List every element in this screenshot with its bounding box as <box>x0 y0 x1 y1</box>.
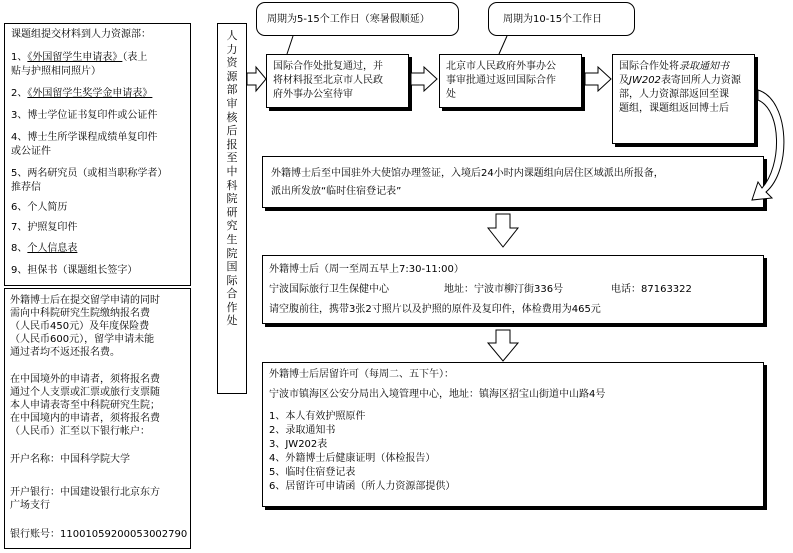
step-return-a: 国际合作处将 <box>619 61 679 72</box>
fees-line: 外籍博士后在提交留学申请的同时 <box>10 295 160 306</box>
note-1-tail <box>287 36 293 54</box>
visa-line-1: 外籍博士后至中国驻外大使馆办理签证，入境后24小时内课题组向居住区域派出所报备， <box>271 168 664 179</box>
materials-item-4: 4、博士生所学课程成绩单复印件 <box>11 132 158 143</box>
residence-item: 4、外籍博士后健康证明（体检报告） <box>269 453 436 464</box>
step-return-line: 题组，课题组返回博士后 <box>619 103 729 114</box>
fees-line: 在中国境内的申请者，须将报名费 <box>10 413 160 424</box>
residence-item: 3、JW202表 <box>269 439 328 450</box>
step-beijing-line: 北京市人民政府外事办公 <box>446 61 556 72</box>
note-cycle-2-text: 周期为10-15个工作日 <box>503 14 603 25</box>
materials-item-3: 3、博士学位证书复印件或公证件 <box>11 110 158 121</box>
admission-letter-label: 录取通知书 <box>679 61 729 72</box>
residence-office: 宁波市镇海区公安分局出入境管理中心，地址：镇海区招宝山街道中山路4号 <box>269 389 606 400</box>
fees-line: 在中国境外的申请者，须将报名费 <box>10 374 160 385</box>
step-approval-line: 国际合作处批复通过，并 <box>273 61 383 72</box>
jw202-label: JW202 <box>629 75 661 86</box>
application-form-link[interactable]: 《外国留学生申请表》 <box>27 52 123 63</box>
curved-arrow-icon <box>752 90 784 200</box>
bank-name-line2: 广场支行 <box>10 500 50 511</box>
arrow-down-icon <box>488 330 518 361</box>
fees-line: （人民币）汇至以下银行帐户： <box>10 426 150 437</box>
arrow-right-icon <box>585 67 611 91</box>
materials-item-8-num: 8、 <box>11 243 28 254</box>
arrow-down-icon <box>488 214 518 247</box>
health-phone: 电话：87163322 <box>611 284 692 295</box>
fees-line: 需向中科院研究生院缴纳报名费 <box>10 308 150 319</box>
health-title: 外籍博士后（周一至周五早上7:30-11:00） <box>269 264 464 275</box>
materials-item-1-rest: （表上 <box>122 52 148 63</box>
step-approval-line: 府外事办公室待审 <box>273 89 353 100</box>
materials-item-9: 9、担保书（课题组长签字） <box>11 265 138 276</box>
step-return-line: 部，人力资源部返回至课 <box>619 89 729 100</box>
fees-line: 通过者均不返还报名费。 <box>10 347 120 358</box>
step-return-c: 及 <box>619 75 629 86</box>
materials-item-5: 5、两名研究员（或相当职称学者） <box>11 168 168 179</box>
materials-item-2-num: 2、 <box>11 88 28 99</box>
personal-info-form-link[interactable]: 个人信息表 <box>27 243 78 254</box>
residence-item: 6、居留许可申请函（所人力资源部提供） <box>269 481 456 492</box>
materials-item-5-line2: 推荐信 <box>11 182 41 193</box>
account-number: 银行账号：11001059200053002790 <box>10 529 188 540</box>
health-address: 地址：宁波市柳汀街336号 <box>444 284 564 295</box>
scholarship-form-link[interactable]: 《外国留学生奖学金申请表》 <box>27 88 153 99</box>
step-beijing-line: 事审批通过返回国际合作 <box>446 75 556 86</box>
step-return-e: 表寄回所人力资源 <box>660 75 741 86</box>
fees-line: （人民币450元）及年度保险费 <box>10 321 150 332</box>
materials-item-1-line2: 贴与护照相同照片） <box>11 66 101 77</box>
review-text: 人力资源部审核后报至中科院研究生院国际合作处 <box>226 29 238 328</box>
materials-item-6: 6、个人简历 <box>11 202 68 213</box>
fees-line: 本人申请表寄至中科院研究生院； <box>10 400 160 411</box>
bank-name: 开户银行：中国建设银行北京东方 <box>10 487 160 498</box>
step-approval-line: 将材料报至北京市人民政 <box>273 75 383 86</box>
residence-item: 2、录取通知书 <box>269 425 336 436</box>
materials-item-4-line2: 或公证件 <box>11 146 51 157</box>
fees-line: （人民币600元），留学申请未能 <box>10 334 155 345</box>
fees-line: 通过个人支票或汇票或旅行支票随 <box>10 387 160 398</box>
step-beijing-line: 处 <box>446 89 456 100</box>
arrow-right-icon <box>411 67 437 91</box>
residence-item: 1、本人有效护照原件 <box>269 411 366 422</box>
materials-item-7: 7、护照复印件 <box>11 222 78 233</box>
residence-item: 5、临时住宿登记表 <box>269 467 356 478</box>
health-center: 宁波国际旅行卫生保健中心 <box>269 284 389 295</box>
health-note: 请空腹前往，携带3张2寸照片以及护照的原件及复印件，体检费用为465元 <box>269 304 601 315</box>
note-cycle-1-text: 周期为5-15个工作日（寒暑假顺延） <box>267 14 430 25</box>
residence-title: 外籍博士后居留许可（每周二、五下午）： <box>269 369 454 380</box>
account-name: 开户名称：中国科学院大学 <box>10 454 130 465</box>
materials-item-1-num: 1、 <box>11 52 28 63</box>
materials-title: 课题组提交材料到人力资源部： <box>11 29 151 40</box>
arrow-right-icon <box>247 67 266 91</box>
visa-line-2: 派出所发放“临时住宿登记表” <box>271 186 402 197</box>
note-2-tail <box>499 36 507 54</box>
